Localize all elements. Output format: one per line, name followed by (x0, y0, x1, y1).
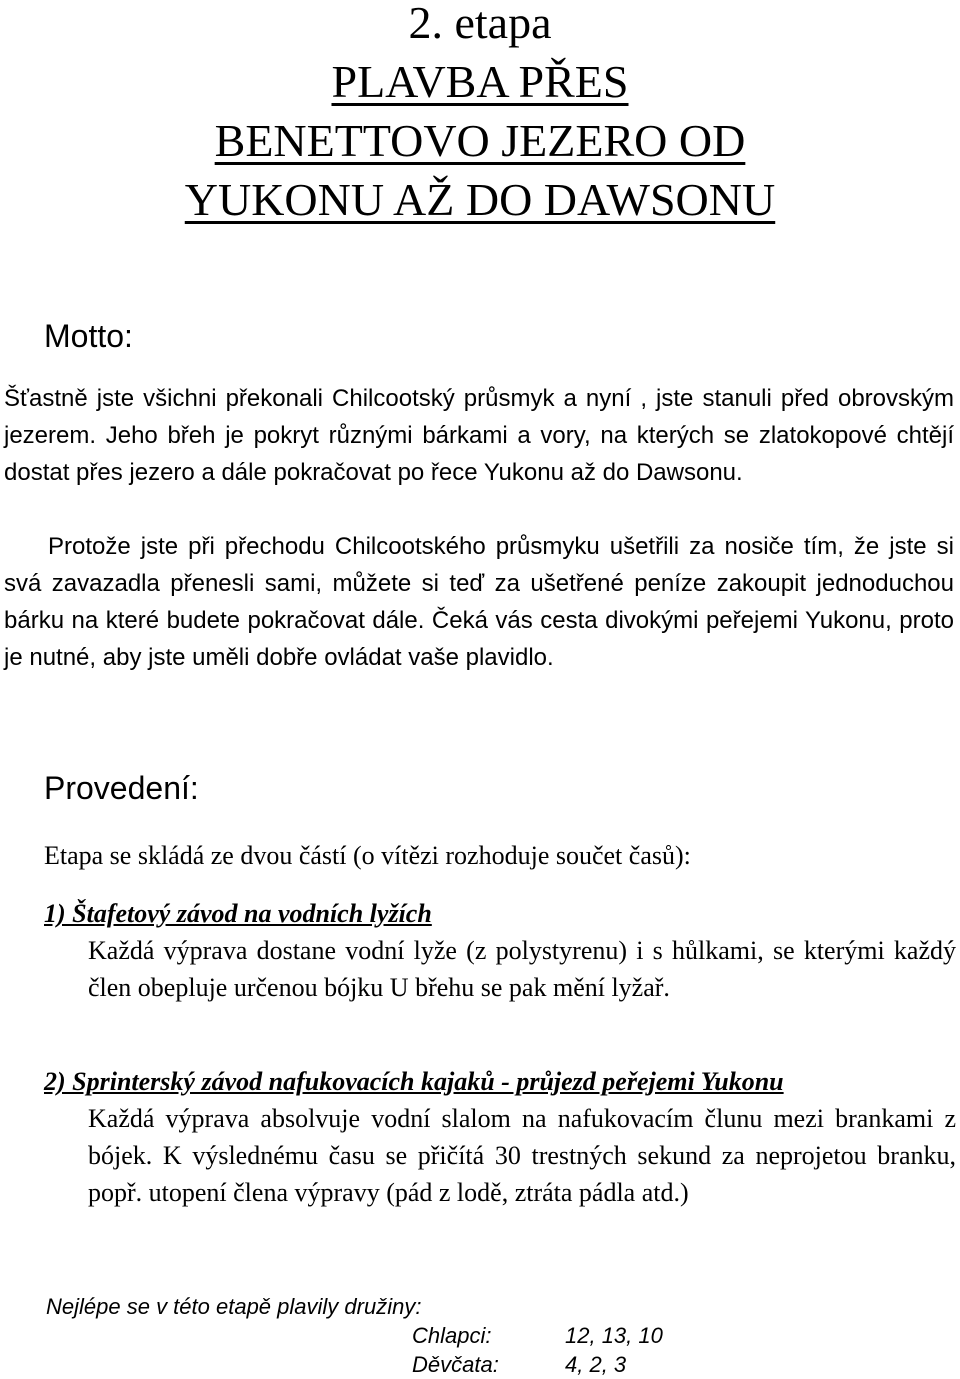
item-2-title: 2) Sprinterský závod nafukovacích kajaků - průjezd peřejemi Yukonu (44, 1067, 784, 1096)
provedeni-intro: Etapa se skládá ze dvou částí (o vítězi rozhoduje součet časů): (44, 841, 691, 870)
stage-title: 2. etapa (408, 0, 552, 48)
motto-paragraph-1: Šťastně jste všichni překonali Chilcootský průsmyk a nyní , jste stanuli před obrovským jezerem. Jeho břeh je pokryt různými bárkami a vory, na kterých se zlatokopové chtějí dostat přes jezero a dále pokračovat po řece Yukonu až do Dawsonu. (4, 385, 954, 486)
title-line-2-text: BENETTOVO JEZERO OD (214, 115, 746, 166)
title-line-3-text: YUKONU AŽ DO DAWSONU (184, 174, 776, 225)
title-block (0, 0, 960, 229)
results-note: Nejlépe se v této etapě plavily družiny: (46, 1294, 422, 1319)
item-1-title: 1) Štafetový závod na vodních lyžích (44, 899, 432, 928)
result-value-girls: 4, 2, 3 (565, 1352, 627, 1377)
result-row-girls (0, 1351, 960, 1379)
result-value-boys: 12, 13, 10 (565, 1323, 663, 1348)
title-line-3 (0, 170, 960, 229)
motto-heading: Motto: (44, 318, 133, 354)
title-line-1-text: PLAVBA PŘES (331, 56, 629, 107)
title-line-2 (0, 111, 960, 170)
motto-paragraph-2: Protože jste při přechodu Chilcootského průsmyku ušetřili za nosiče tím, že jste si svá zavazadla přenesli sami, můžete si teď za ušetřené peníze zakoupit jednoduchou bárku na které budete pokračovat dále. Čeká vás cesta divokými peřejemi Yukonu, proto je nutné, aby jste uměli dobře ovládat vaše plavidlo. (4, 533, 954, 671)
result-row-boys (0, 1322, 960, 1350)
result-label-girls: Děvčata: (412, 1352, 499, 1377)
item-1-body: Každá výprava dostane vodní lyže (z polystyrenu) i s hůlkami, se kterými každý člen obepluje určenou bójku U břehu se pak mění lyžař. (88, 936, 956, 1002)
provedeni-heading: Provedení: (44, 770, 199, 806)
title-line-1 (0, 52, 960, 111)
item-2-body: Každá výprava absolvuje vodní slalom na nafukovacím člunu mezi brankami z bójek. K výslednému času se přičítá 30 trestných sekund za neprojetou branku, popř. utopení člena výpravy (pád z lodě, ztráta pádla atd.) (88, 1104, 956, 1207)
result-label-boys: Chlapci: (412, 1323, 492, 1348)
